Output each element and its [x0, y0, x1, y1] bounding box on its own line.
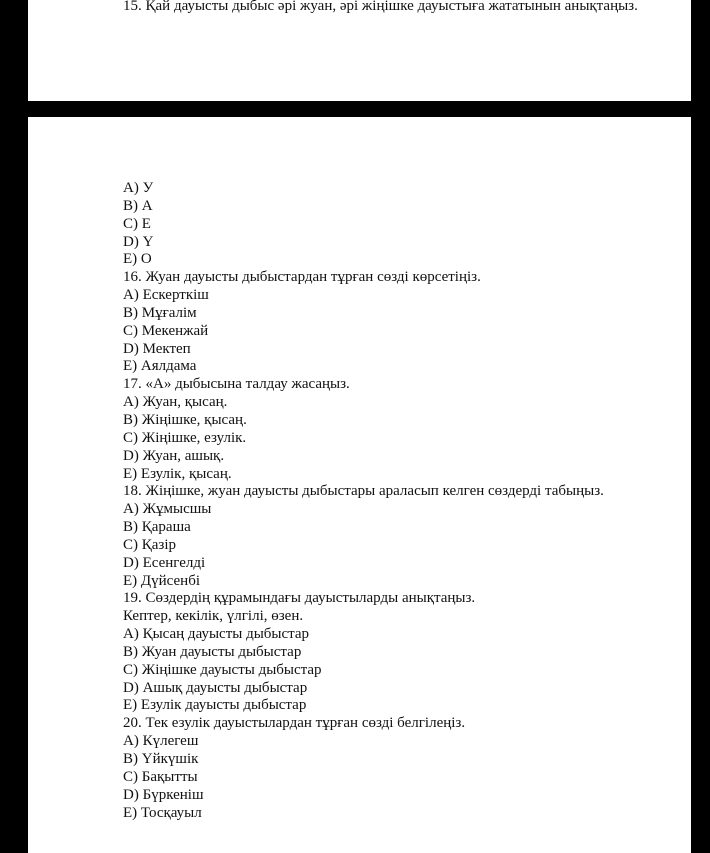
answer-option: Кептер, кекілік, үлгілі, өзен.: [123, 608, 304, 625]
answer-option: A) У: [123, 180, 154, 196]
answer-option: C) Е: [123, 215, 151, 232]
document-page-2: [28, 117, 691, 853]
answer-option: D) Бүркеніш: [123, 786, 204, 803]
answer-option: A) Жұмысшы: [123, 501, 212, 518]
question-text: 17. «А» дыбысына талдау жасаңыз.: [123, 376, 350, 393]
answer-option: E) Езулік, қысаң.: [123, 465, 232, 482]
answer-option: D) Ү: [123, 233, 154, 250]
question-text: 16. Жуан дауысты дыбыстардан тұрған сөзді көрсетіңіз.: [123, 269, 481, 286]
answer-option: B) Мұғалім: [123, 304, 197, 321]
answer-option: C) Жіңішке дауысты дыбыстар: [123, 661, 322, 678]
question-text: 19. Сөздердің құрамындағы дауыстыларды анықтаңыз.: [123, 590, 476, 607]
answer-option: C) Бақытты: [123, 768, 198, 785]
answer-option: B) Жіңішке, қысаң.: [123, 411, 247, 428]
answer-option: A) Ескерткіш: [123, 287, 209, 304]
answer-option: A) Қысаң дауысты дыбыстар: [123, 626, 310, 643]
answer-option: D) Есенгелді: [123, 554, 206, 571]
answer-option: E) Езулік дауысты дыбыстар: [123, 697, 307, 714]
answer-option: C) Жіңішке, езулік.: [123, 429, 247, 446]
answer-option: D) Жуан, ашық.: [123, 447, 225, 464]
answer-option: E) Тосқауыл: [123, 804, 202, 821]
question-list: [123, 180, 604, 822]
answer-option: B) Қараша: [123, 519, 191, 536]
document-page-1: [28, 0, 691, 101]
answer-option: A) Күлегеш: [123, 733, 199, 750]
answer-option: E) О: [123, 251, 152, 268]
question-text: 18. Жіңішке, жуан дауысты дыбыстары араласып келген сөздерді табыңыз.: [123, 483, 604, 500]
answer-option: B) Жуан дауысты дыбыстар: [123, 643, 302, 660]
answer-option: D) Ашық дауысты дыбыстар: [123, 679, 308, 696]
answer-option: E) Аялдама: [123, 358, 197, 375]
answer-option: A) Жуан, қысаң.: [123, 394, 228, 411]
question-text: 20. Тек езулік дауыстылардан тұрған сөзді белгілеңіз.: [123, 715, 466, 732]
answer-option: B) Үйкүшік: [123, 751, 199, 767]
answer-option: C) Қазір: [123, 536, 177, 553]
answer-option: C) Мекенжай: [123, 322, 209, 339]
answer-option: B) А: [123, 197, 153, 214]
answer-option: D) Мектеп: [123, 340, 191, 357]
question-15-text: 15. Қай дауысты дыбыс әрі жуан, әрі жіңішке дауыстыға жататынын анықтаңыз.: [123, 0, 638, 14]
answer-option: E) Дүйсенбі: [123, 572, 200, 589]
